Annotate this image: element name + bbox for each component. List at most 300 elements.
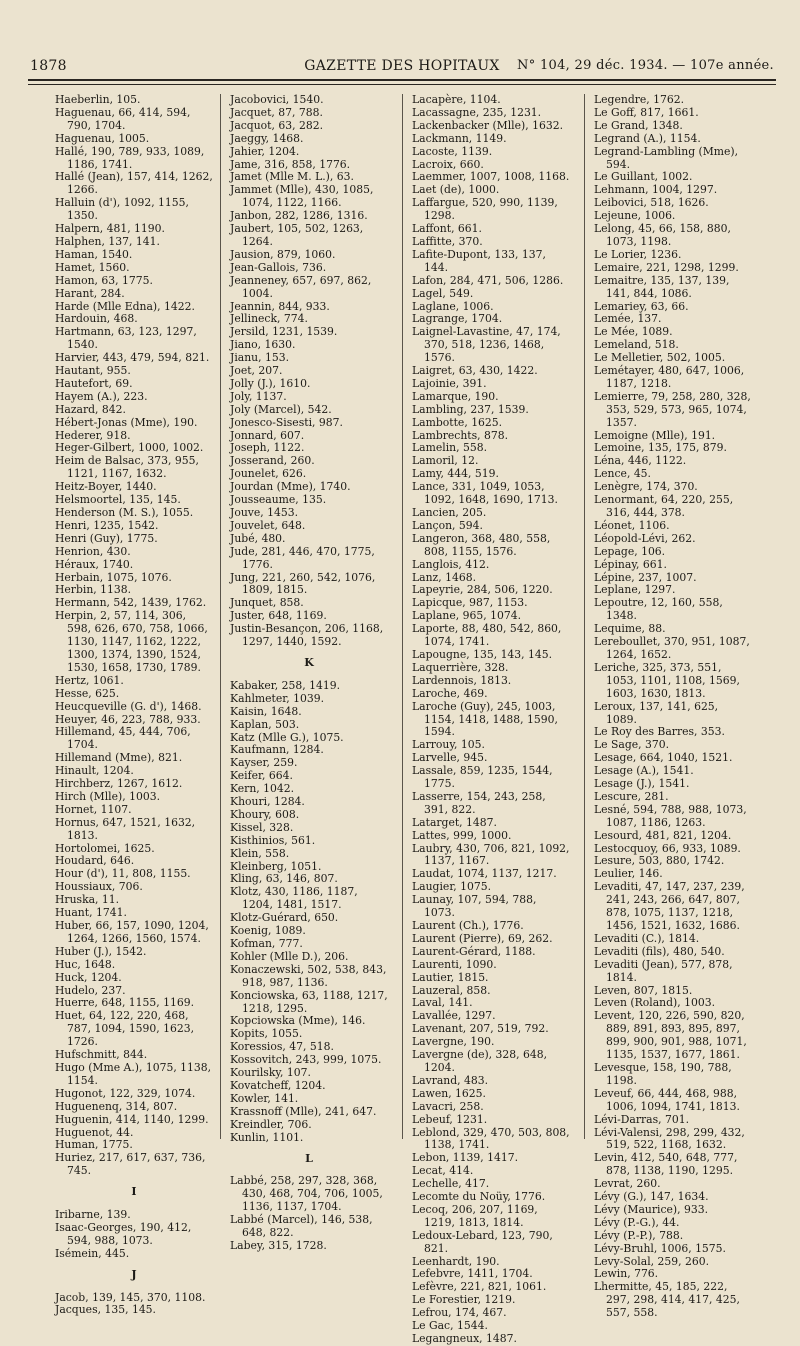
index-entry: Lamy, 444, 519.	[412, 467, 499, 481]
index-entry: Lévy-Bruhl, 1006, 1575.	[594, 1241, 726, 1255]
index-entry: Henri (Guy), 1775.	[55, 531, 158, 545]
index-entry: Lemoine, 135, 175, 879.	[594, 441, 727, 455]
index-entry: Jacques, 135, 145.	[55, 1303, 156, 1317]
index-entry: Josserand, 260.	[230, 454, 315, 468]
index-entry: Jacquot, 63, 282.	[230, 118, 324, 132]
index-entry: Huet, 64, 122, 220, 468, 787, 1094, 1590, 1623, 1726.	[55, 1009, 195, 1049]
index-entry: Joseph, 1122.	[230, 441, 305, 455]
index-entry: Lequime, 88.	[594, 622, 666, 636]
index-entry: Lévi-Valensi, 298, 299, 432, 519, 522, 1168, 1632.	[594, 1125, 745, 1152]
index-entry: Harant, 284.	[55, 286, 125, 300]
index-entry: Jahier, 1204.	[230, 144, 300, 158]
index-entry: Kowler, 141.	[230, 1091, 299, 1105]
index-entry: Heucqueville (G. d'), 1468.	[55, 699, 202, 713]
index-entry: Le Roy des Barres, 353.	[594, 725, 725, 739]
index-entry: Laemmer, 1007, 1008, 1168.	[412, 170, 570, 184]
index-entry: Kling, 63, 146, 807.	[230, 872, 338, 886]
index-entry: Junquet, 858.	[230, 596, 304, 610]
index-entry: Lesné, 594, 788, 988, 1073, 1087, 1186, 1263.	[594, 802, 747, 829]
index-entry: Huber, 66, 157, 1090, 1204, 1264, 1266, 1560, 1574.	[55, 919, 209, 945]
index-entry: Hallé (Jean), 157, 414, 1262, 1266.	[55, 170, 213, 197]
index-entry: Kissel, 328.	[230, 820, 294, 834]
index-entry: Kovatcheff, 1204.	[230, 1078, 326, 1092]
index-entry: Hillemand (Mme), 821.	[55, 751, 183, 765]
index-entry: Huguenot, 44.	[55, 1125, 134, 1139]
index-entry: Lefebvre, 1411, 1704.	[412, 1267, 533, 1281]
index-entry: Huck, 1204.	[55, 970, 122, 984]
index-entry: Jouve, 1453.	[230, 506, 299, 519]
index-entry: Lépine, 237, 1007.	[594, 570, 697, 584]
index-entry: Jousseaume, 135.	[230, 493, 327, 507]
index-entry: Leveuf, 66, 444, 468, 988, 1006, 1094, 1741, 1813.	[594, 1086, 740, 1113]
index-entry: Heuyer, 46, 223, 788, 933.	[55, 712, 201, 726]
index-entry: Lehmann, 1004, 1297.	[594, 183, 718, 197]
index-entry: Leven (Roland), 1003.	[594, 996, 716, 1010]
index-entry: Jaeggy, 1468.	[230, 131, 304, 145]
column-divider	[220, 94, 221, 1139]
index-entry: Lemeland, 518.	[594, 338, 679, 352]
index-entry: Lesage (A.), 1541.	[594, 764, 694, 778]
index-entry: Kopits, 1055.	[230, 1027, 303, 1041]
journal-title: GAZETTE DES HOPITAUX	[304, 58, 500, 74]
index-entry: Laffitte, 370.	[412, 234, 483, 248]
index-entry: Konaczewski, 502, 538, 843, 918, 987, 1136.	[230, 962, 387, 989]
index-entry: Kisthinios, 561.	[230, 833, 316, 847]
index-entry: Lautier, 1815.	[412, 970, 489, 984]
index-entry: Kourilsky, 107.	[230, 1066, 311, 1080]
index-entry: Laffont, 661.	[412, 222, 482, 236]
index-entry: Laurent-Gérard, 1188.	[412, 944, 536, 958]
index-entry: Lamarque, 190.	[412, 389, 499, 403]
index-entry: Hufschmitt, 844.	[55, 1048, 148, 1062]
index-entry: Kaufmann, 1284.	[230, 743, 324, 757]
index-entry: Lackenbacker (Mlle), 1632.	[412, 118, 564, 132]
index-entry: Lambling, 237, 1539.	[412, 402, 529, 416]
index-entry: Lesage, 664, 1040, 1521.	[594, 751, 733, 765]
index-entry: Lence, 45.	[594, 467, 651, 481]
index-entry: Kossovitch, 243, 999, 1075.	[230, 1053, 382, 1067]
index-entry: Lacassagne, 235, 1231.	[412, 105, 542, 119]
index-entry: Laurenti, 1090.	[412, 957, 497, 971]
index-entry: Laudat, 1074, 1137, 1217.	[412, 867, 557, 881]
index-entry: Léopold-Lévi, 262.	[594, 531, 696, 545]
index-entry: Lemée, 137.	[594, 312, 662, 326]
index-entry: Keifer, 664.	[230, 769, 293, 783]
index-entry: Léonet, 1106.	[594, 518, 670, 532]
index-entry: Jacobovici, 1540.	[230, 93, 324, 106]
index-entry: Huguenin, 414, 1140, 1299.	[55, 1112, 209, 1126]
index-entry: Lesourd, 481, 821, 1204.	[594, 828, 732, 842]
index-entry: Jausion, 879, 1060.	[230, 247, 336, 261]
index-entry: Jouvelet, 648.	[230, 518, 306, 532]
index-column-2	[230, 94, 388, 1253]
index-entry: Leenhardt, 190.	[412, 1254, 500, 1268]
index-entry: Lavergne (de), 328, 648, 1204.	[412, 1048, 548, 1074]
index-entry: Lestocquoy, 66, 933, 1089.	[594, 841, 741, 855]
index-entry: Lapougne, 135, 143, 145.	[412, 647, 553, 661]
index-entry: Lemoigne (Mlle), 191.	[594, 428, 716, 442]
index-entry: Hertz, 1061.	[55, 673, 124, 687]
index-entry: Leriche, 325, 373, 551, 1053, 1101, 1108, 1569, 1603, 1630, 1813.	[594, 660, 740, 700]
index-entry: Kohler (Mlle D.), 206.	[230, 949, 349, 963]
index-entry: Hruska, 11.	[55, 893, 120, 907]
index-entry: Levy-Solal, 259, 260.	[594, 1254, 710, 1268]
index-entry: Jellineck, 774.	[230, 312, 308, 326]
index-entry: Jamet (Mlle M. L.), 63.	[230, 170, 354, 184]
index-entry: Levin, 412, 540, 648, 777, 878, 1138, 1190, 1295.	[594, 1151, 738, 1178]
index-entry: Huerre, 648, 1155, 1169.	[55, 996, 195, 1010]
index-entry: Hayem (A.), 223.	[55, 389, 148, 403]
section-letter: J	[131, 1267, 137, 1281]
index-entry: Lelong, 45, 66, 158, 880, 1073, 1198.	[594, 222, 731, 248]
section-letter: K	[304, 655, 314, 669]
index-entry: Levrat, 260.	[594, 1177, 661, 1191]
index-entry: Lambotte, 1625.	[412, 415, 503, 429]
index-entry: Lacoste, 1139.	[412, 144, 493, 158]
index-entry: Herbin, 1138.	[55, 583, 132, 597]
index-entry: Heim de Balsac, 373, 955, 1121, 1167, 1632.	[55, 454, 199, 481]
index-entry: Klotz-Guérard, 650.	[230, 911, 339, 925]
index-entry: Lavenant, 207, 519, 792.	[412, 1022, 549, 1036]
index-entry: Lépinay, 661.	[594, 557, 667, 571]
index-entry: Jiano, 1630.	[230, 338, 296, 352]
index-entry: Lemariey, 63, 66.	[594, 299, 689, 313]
index-entry: Klotz, 430, 1186, 1187, 1204, 1481, 1517.	[230, 885, 358, 912]
index-entry: Lavallée, 1297.	[412, 1009, 496, 1023]
index-entry: Haman, 1540.	[55, 247, 133, 261]
index-entry: Lackmann, 1149.	[412, 131, 507, 145]
index-entry: Hour (d'), 11, 808, 1155.	[55, 867, 191, 881]
index-entry: Lenègre, 174, 370.	[594, 480, 698, 494]
index-entry: Legrand-Lambling (Mme), 594.	[594, 144, 739, 171]
index-entry: Launay, 107, 594, 788, 1073.	[412, 893, 537, 920]
index-entry: Justin-Besançon, 206, 1168, 1297, 1440, 1592.	[230, 622, 384, 649]
index-entry: Laffargue, 520, 990, 1139, 1298.	[412, 196, 558, 223]
index-entry: Laignel-Lavastine, 47, 174, 370, 518, 1236, 1468, 1576.	[412, 325, 561, 365]
index-entry: Lecoq, 206, 207, 1169, 1219, 1813, 1814.	[412, 1202, 538, 1229]
index-entry: Lévy (P.-G.), 44.	[594, 1215, 680, 1229]
index-entry: Leplane, 1297.	[594, 583, 676, 597]
index-entry: Hermann, 542, 1439, 1762.	[55, 596, 207, 610]
index-entry: Lereboullet, 370, 951, 1087, 1264, 1652.	[594, 635, 750, 661]
index-entry: Hirch (Mlle), 1003.	[55, 789, 161, 803]
index-entry: Jude, 281, 446, 470, 1775, 1776.	[230, 544, 375, 571]
index-entry: Leulier, 146.	[594, 867, 663, 881]
index-entry: Jubé, 480.	[230, 531, 286, 545]
index-entry: Leroux, 137, 141, 625, 1089.	[594, 699, 719, 726]
index-entry: Lagrange, 1704.	[412, 312, 503, 326]
index-entry: Huriez, 217, 617, 637, 736, 745.	[55, 1151, 206, 1178]
index-entry: Lance, 331, 1049, 1053, 1092, 1648, 1690, 1713.	[412, 480, 558, 507]
index-entry: Joly, 1137.	[230, 389, 287, 403]
index-entry: Huant, 1741.	[55, 906, 127, 920]
index-entry: Lévy (Maurice), 933.	[594, 1202, 709, 1216]
index-entry: Lepage, 106.	[594, 544, 666, 558]
index-entry: Lapicque, 987, 1153.	[412, 596, 528, 610]
index-entry: Hamet, 1560.	[55, 260, 130, 274]
index-entry: Koressios, 47, 518.	[230, 1040, 334, 1054]
index-entry: Lavergne, 190.	[412, 1035, 495, 1049]
index-entry: Laroche, 469.	[412, 686, 488, 700]
index-entry: Hornet, 1107.	[55, 802, 132, 816]
index-entry: Jaubert, 105, 502, 1263, 1264.	[230, 222, 364, 248]
section-letter: L	[305, 1151, 313, 1165]
index-entry: Lassale, 859, 1235, 1544, 1775.	[412, 764, 553, 791]
index-entry: Legrand (A.), 1154.	[594, 131, 701, 145]
index-entry: Herpin, 2, 57, 114, 306, 598, 626, 670, 758, 1066, 1130, 1147, 1162, 1222, 1300, 1374, 1390, 1524, 1530, 1658, 1730, 1789.	[55, 609, 208, 674]
index-entry: Lefèvre, 221, 821, 1061.	[412, 1280, 547, 1294]
index-entry: Hillemand, 45, 444, 706, 1704.	[55, 725, 191, 752]
index-entry: Leblond, 329, 470, 503, 808, 1138, 1741.	[412, 1125, 570, 1152]
index-entry: Lapeyrie, 284, 506, 1220.	[412, 583, 553, 597]
index-entry: Laquerrière, 328.	[412, 660, 509, 674]
index-entry: Kern, 1042.	[230, 782, 295, 796]
index-entry: Henri, 1235, 1542.	[55, 518, 159, 532]
index-entry: Kunlin, 1101.	[230, 1130, 304, 1144]
index-entry: Lamelin, 558.	[412, 441, 487, 455]
index-entry: Jonesco-Sisesti, 987.	[230, 415, 343, 429]
index-entry: Lafon, 284, 471, 506, 1286.	[412, 273, 564, 287]
index-entry: Hautant, 955.	[55, 364, 131, 378]
index-entry: Levent, 120, 226, 590, 820, 889, 891, 893, 895, 897, 899, 900, 901, 988, 1071, 1135, 1537, 1677, 1861.	[594, 1009, 747, 1062]
index-entry: Lambrechts, 878.	[412, 428, 509, 442]
index-entry: Jianu, 153.	[230, 351, 290, 365]
column-divider	[584, 94, 585, 1139]
index-entry: Jacquet, 87, 788.	[230, 105, 323, 119]
index-entry: Lasserre, 154, 243, 258, 391, 822.	[412, 789, 546, 816]
index-entry: Lemaitre, 135, 137, 139, 141, 844, 1086.	[594, 273, 730, 300]
index-entry: Laigret, 63, 430, 1422.	[412, 364, 538, 378]
index-entry: Langlois, 412.	[412, 557, 490, 571]
index-entry: Levaditi, 47, 147, 237, 239, 241, 243, 266, 647, 807, 878, 1075, 1137, 1218, 1456, 1521, 1632, 1686.	[594, 880, 745, 932]
section-letter: I	[131, 1185, 137, 1199]
index-entry: Halphen, 137, 141.	[55, 234, 160, 248]
index-entry: Janbon, 282, 1286, 1316.	[230, 209, 368, 223]
index-entry: Huber (J.), 1542.	[55, 944, 147, 958]
index-entry: Huc, 1648.	[55, 957, 116, 971]
index-entry: Levesque, 158, 190, 788, 1198.	[594, 1060, 732, 1087]
index-entry: Lacroix, 660.	[412, 157, 484, 171]
index-entry: Larvelle, 945.	[412, 751, 488, 765]
index-entry: Haguenau, 66, 414, 594, 790, 1704.	[55, 105, 191, 132]
index-entry: Ledoux-Lebard, 123, 790, 821.	[412, 1228, 553, 1255]
index-entry: Hébert-Jonas (Mme), 190.	[55, 415, 198, 429]
index-entry: Lacapère, 1104.	[412, 93, 501, 106]
index-entry: Helsmoortel, 135, 145.	[55, 493, 181, 507]
index-entry: Katz (Mlle G.), 1075.	[230, 730, 344, 744]
index-entry: Kofman, 777.	[230, 937, 303, 950]
index-entry: Laplane, 965, 1074.	[412, 609, 521, 623]
index-entry: Langeron, 368, 480, 558, 808, 1155, 1576.	[412, 531, 551, 558]
index-entry: Léna, 446, 1122.	[594, 454, 687, 468]
index-entry: Heger-Gilbert, 1000, 1002.	[55, 441, 204, 455]
index-entry: Hinault, 1204.	[55, 764, 134, 778]
index-entry: Lattes, 999, 1000.	[412, 828, 512, 842]
index-entry: Lawen, 1625.	[412, 1086, 486, 1100]
index-entry: Harvier, 443, 479, 594, 821.	[55, 351, 210, 365]
index-entry: Le Forestier, 1219.	[412, 1293, 516, 1307]
index-entry: Hautefort, 69.	[55, 376, 133, 390]
index-entry: Khouri, 1284.	[230, 795, 305, 809]
index-entry: Lhermitte, 45, 185, 222, 297, 298, 414, 417, 425, 557, 558.	[594, 1280, 740, 1320]
index-entry: Iribarne, 139.	[55, 1208, 131, 1222]
index-entry: Lemierre, 79, 258, 280, 328, 353, 529, 573, 965, 1074, 1357.	[594, 389, 751, 429]
index-entry: Lavacri, 258.	[412, 1099, 484, 1113]
index-entry: Joly (Marcel), 542.	[230, 402, 332, 416]
index-entry: Kopciowska (Mme), 146.	[230, 1014, 366, 1028]
index-entry: Lebon, 1139, 1417.	[412, 1151, 519, 1165]
index-entry: Lemaire, 221, 1298, 1299.	[594, 260, 739, 274]
index-entry: Lesure, 503, 880, 1742.	[594, 854, 725, 868]
index-entry: Jolly (J.), 1610.	[230, 376, 311, 390]
index-entry: Lançon, 594.	[412, 518, 483, 532]
index-entry: Kayser, 259.	[230, 756, 298, 770]
index-entry: Hazard, 842.	[55, 402, 126, 416]
index-entry: Legangneux, 1487.	[412, 1332, 517, 1345]
index-entry: Hederer, 918.	[55, 428, 131, 442]
page-number: 1878	[30, 58, 67, 74]
index-entry: Le Gac, 1544.	[412, 1319, 488, 1333]
index-entry: Hirchberz, 1267, 1612.	[55, 777, 183, 791]
index-entry: Kabaker, 258, 1419.	[230, 678, 341, 692]
index-entry: Le Melletier, 502, 1005.	[594, 351, 726, 365]
index-entry: Laglane, 1006.	[412, 299, 494, 313]
index-entry: Lévy (P.-P.), 788.	[594, 1228, 684, 1242]
index-entry: Leven, 807, 1815.	[594, 983, 693, 997]
column-divider	[402, 94, 403, 1139]
index-entry: Laporte, 88, 480, 542, 860, 1074, 1741.	[412, 622, 562, 649]
index-entry: Le Grand, 1348.	[594, 118, 683, 132]
index-entry: Labbé, 258, 297, 328, 368, 430, 468, 704, 706, 1005, 1136, 1137, 1704.	[230, 1174, 383, 1214]
index-entry: Jeanneney, 657, 697, 862, 1004.	[230, 273, 372, 300]
index-entry: Jean-Gallois, 736.	[230, 260, 327, 274]
index-entry: Kleinberg, 1051.	[230, 859, 322, 873]
index-entry: Hamon, 63, 1775.	[55, 273, 153, 287]
index-entry: Houssiaux, 706.	[55, 880, 143, 894]
index-entry: Levaditi (fils), 480, 540.	[594, 944, 725, 958]
index-entry: Heitz-Boyer, 1440.	[55, 480, 157, 494]
index-entry: Latarget, 1487.	[412, 815, 497, 829]
index-entry: Halpern, 481, 1190.	[55, 222, 165, 236]
index-entry: Lagel, 549.	[412, 286, 474, 300]
index-entry: Jammet (Mlle), 430, 1085, 1074, 1122, 1166.	[230, 183, 374, 210]
index-column-3	[412, 94, 570, 1346]
index-entry: Hardouin, 468.	[55, 312, 138, 326]
index-entry: Lardennois, 1813.	[412, 673, 512, 687]
index-entry: Haeberlin, 105.	[55, 93, 141, 106]
index-entry: Jung, 221, 260, 542, 1076, 1809, 1815.	[230, 570, 376, 597]
index-entry: Le Lorier, 1236.	[594, 247, 682, 261]
index-entry: Jacob, 139, 145, 370, 1108.	[55, 1290, 206, 1304]
index-entry: Hesse, 625.	[55, 686, 120, 700]
index-entry: Laugier, 1075.	[412, 880, 492, 894]
index-entry: Jeannin, 844, 933.	[230, 299, 330, 313]
index-entry: Hartmann, 63, 123, 1297, 1540.	[55, 325, 197, 352]
index-entry: Laroche (Guy), 245, 1003, 1154, 1418, 1488, 1590, 1594.	[412, 699, 558, 739]
index-entry: Koenig, 1089.	[230, 924, 306, 938]
index-entry: Jourdan (Mme), 1740.	[230, 480, 351, 494]
index-entry: Le Sage, 370.	[594, 738, 670, 752]
index-entry: Joet, 207.	[230, 364, 283, 378]
index-entry: Klein, 558.	[230, 846, 290, 860]
index-entry: Hugonot, 122, 329, 1074.	[55, 1086, 196, 1100]
index-entry: Krassnoff (Mlle), 241, 647.	[230, 1104, 377, 1118]
index-entry: Labey, 315, 1728.	[230, 1238, 327, 1252]
index-entry: Levaditi (Jean), 577, 878, 1814.	[594, 957, 733, 984]
index-entry: Hugo (Mme A.), 1075, 1138, 1154.	[55, 1060, 212, 1087]
index-entry: Le Guillant, 1002.	[594, 170, 693, 184]
index-entry: Houdard, 646.	[55, 854, 135, 868]
index-entry: Labbé (Marcel), 146, 538, 648, 822.	[230, 1213, 373, 1240]
index-entry: Isémein, 445.	[55, 1246, 130, 1260]
index-entry: Levaditi (C.), 1814.	[594, 931, 700, 945]
index-entry: Halluin (d'), 1092, 1155, 1350.	[55, 196, 189, 223]
index-entry: Héraux, 1740.	[55, 557, 134, 571]
index-entry: Lauzeral, 858.	[412, 983, 491, 997]
index-entry: Huguenenq, 314, 807.	[55, 1099, 178, 1113]
index-entry: Lanz, 1468.	[412, 570, 477, 584]
index-entry: Kaplan, 503.	[230, 717, 300, 731]
header-rule-thick	[28, 79, 776, 81]
index-entry: Henderson (M. S.), 1055.	[55, 506, 194, 519]
index-entry: Jonnard, 607.	[230, 428, 305, 442]
index-entry: Lepoutre, 12, 160, 558, 1348.	[594, 596, 723, 623]
index-entry: Kaisin, 1648.	[230, 704, 302, 718]
index-entry: Lesage (J.), 1541.	[594, 777, 690, 791]
index-entry: Lewin, 776.	[594, 1267, 659, 1281]
index-entry: Kreindler, 706.	[230, 1117, 312, 1131]
index-entry: Hallé, 190, 789, 933, 1089, 1186, 1741.	[55, 144, 205, 171]
index-entry: Hornus, 647, 1521, 1632, 1813.	[55, 815, 196, 842]
index-entry: Lévi-Darras, 701.	[594, 1112, 690, 1126]
index-entry: Henrion, 430.	[55, 544, 131, 558]
index-entry: Larrouy, 105.	[412, 738, 485, 752]
index-entry: Juster, 648, 1169.	[230, 609, 327, 623]
index-entry: Lejeune, 1006.	[594, 209, 676, 223]
index-entry: Human, 1775.	[55, 1138, 133, 1152]
index-entry: Lancien, 205.	[412, 506, 487, 519]
index-entry: Le Mée, 1089.	[594, 325, 673, 339]
index-entry: Jounelet, 626.	[230, 467, 307, 481]
index-entry: Haguenau, 1005.	[55, 131, 150, 145]
index-entry: Lefrou, 174, 467.	[412, 1306, 507, 1320]
index-entry: Lamoril, 12.	[412, 454, 479, 468]
index-entry: Laval, 141.	[412, 996, 473, 1010]
index-entry: Harde (Mlle Edna), 1422.	[55, 299, 195, 313]
index-entry: Jersild, 1231, 1539.	[230, 325, 338, 339]
index-entry: Laurent (Pierre), 69, 262.	[412, 931, 553, 945]
index-entry: Jame, 316, 858, 1776.	[230, 157, 351, 171]
index-entry: Isaac-Georges, 190, 412, 594, 988, 1073.	[55, 1220, 192, 1247]
index-entry: Khoury, 608.	[230, 807, 300, 821]
index-entry: Laet (de), 1000.	[412, 183, 500, 197]
index-entry: Lecat, 414.	[412, 1164, 474, 1178]
index-entry: Lévy (G.), 147, 1634.	[594, 1190, 709, 1204]
index-entry: Lavrand, 483.	[412, 1073, 489, 1087]
index-entry: Laurent (Ch.), 1776.	[412, 919, 524, 932]
index-entry: Leibovici, 518, 1626.	[594, 196, 709, 210]
index-entry: Lescure, 281.	[594, 789, 669, 803]
index-entry: Legendre, 1762.	[594, 93, 685, 106]
index-entry: Kahlmeter, 1039.	[230, 691, 325, 705]
index-entry: Konciowska, 63, 1188, 1217, 1218, 1295.	[230, 988, 388, 1015]
page-header	[30, 50, 774, 78]
index-entry: Herbain, 1075, 1076.	[55, 570, 172, 584]
header-rule-thin	[28, 84, 776, 85]
index-entry: Lafite-Dupont, 133, 137, 144.	[412, 247, 546, 274]
index-entry: Lenormant, 64, 220, 255, 316, 444, 378.	[594, 493, 734, 519]
index-column-1	[55, 94, 213, 1317]
